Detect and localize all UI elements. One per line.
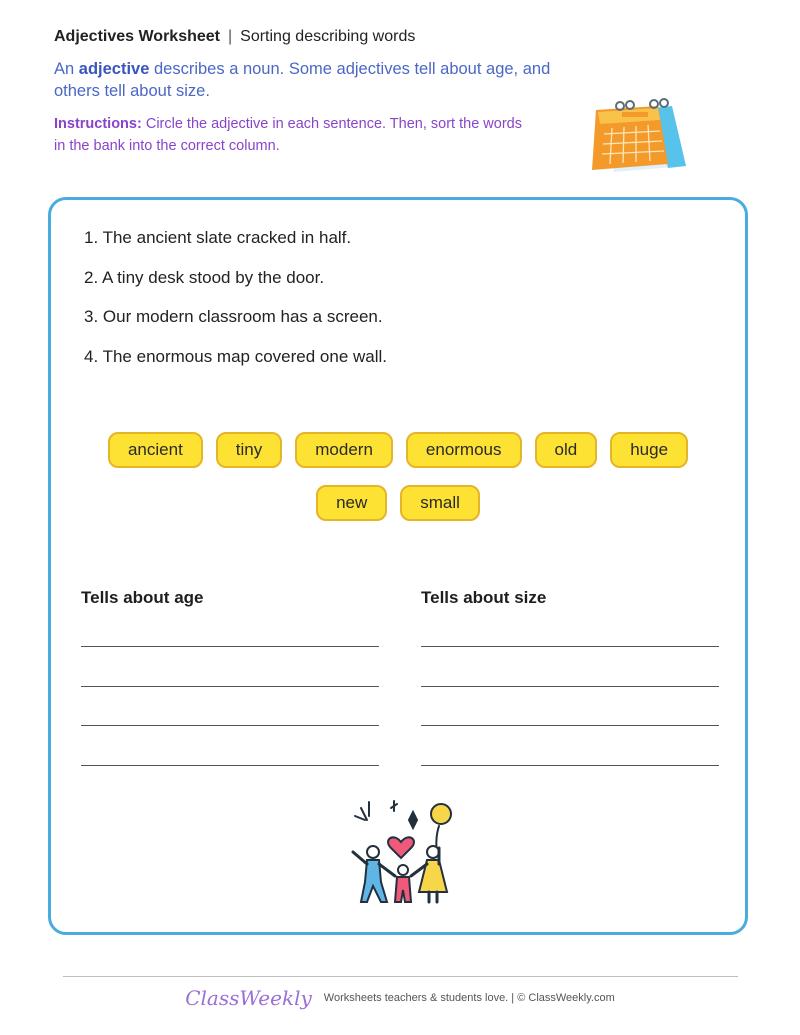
word-bank-row-2 bbox=[51, 485, 745, 521]
word-chip-old[interactable]: old bbox=[535, 432, 598, 468]
family-celebration-illustration bbox=[347, 798, 459, 906]
answer-line[interactable] bbox=[81, 725, 379, 726]
exercise-card bbox=[48, 197, 748, 935]
intro-lead: An bbox=[54, 60, 79, 78]
answer-line[interactable] bbox=[81, 686, 379, 687]
brand-logo[interactable]: ClassWeekly bbox=[185, 986, 312, 1010]
footer-tagline: Worksheets teachers & students love. | © ClassWeekly.com bbox=[323, 992, 615, 1004]
word-chip-modern[interactable]: modern bbox=[295, 432, 393, 468]
intro-rest: describes a noun. Some adjectives tell about age, and others tell about size. bbox=[54, 60, 551, 100]
size-column-title: Tells about size bbox=[421, 588, 547, 607]
intro-text bbox=[54, 58, 594, 102]
worksheet-subtitle: Sorting describing words bbox=[240, 28, 416, 45]
instructions-text: Circle the adjective in each sentence. Then, sort the words in the bank into the correct column. bbox=[54, 116, 522, 154]
answer-line[interactable] bbox=[81, 765, 379, 766]
header-separator: | bbox=[228, 28, 233, 45]
word-chip-new[interactable]: new bbox=[316, 485, 387, 521]
word-chip-small[interactable]: small bbox=[400, 485, 480, 521]
age-column-title: Tells about age bbox=[81, 588, 204, 607]
word-chip-ancient[interactable]: ancient bbox=[108, 432, 203, 468]
calendar-icon bbox=[580, 98, 690, 176]
word-chip-tiny[interactable]: tiny bbox=[216, 432, 282, 468]
worksheet-header bbox=[54, 28, 415, 46]
answer-line[interactable] bbox=[81, 646, 379, 647]
answer-line[interactable] bbox=[421, 646, 719, 647]
worksheet-title: Adjectives Worksheet bbox=[54, 28, 220, 45]
word-chip-enormous[interactable]: enormous bbox=[406, 432, 522, 468]
sentence-1[interactable]: 1. The ancient slate cracked in half. bbox=[84, 228, 352, 247]
instructions-label: Instructions: bbox=[54, 116, 142, 132]
instructions bbox=[54, 113, 534, 157]
word-bank-row-1 bbox=[51, 432, 745, 468]
footer bbox=[0, 986, 800, 1010]
word-chip-huge[interactable]: huge bbox=[610, 432, 688, 468]
age-column bbox=[81, 588, 379, 766]
answer-line[interactable] bbox=[421, 686, 719, 687]
sentence-3[interactable]: 3. Our modern classroom has a screen. bbox=[84, 307, 383, 326]
footer-divider bbox=[63, 976, 738, 977]
sentence-2[interactable]: 2. A tiny desk stood by the door. bbox=[84, 267, 325, 287]
sentence-list bbox=[84, 228, 387, 386]
answer-line[interactable] bbox=[421, 765, 719, 766]
sentence-4[interactable]: 4. The enormous map covered one wall. bbox=[84, 346, 388, 366]
intro-keyword: adjective bbox=[78, 60, 150, 78]
answer-line[interactable] bbox=[421, 725, 719, 726]
size-column bbox=[421, 588, 719, 766]
